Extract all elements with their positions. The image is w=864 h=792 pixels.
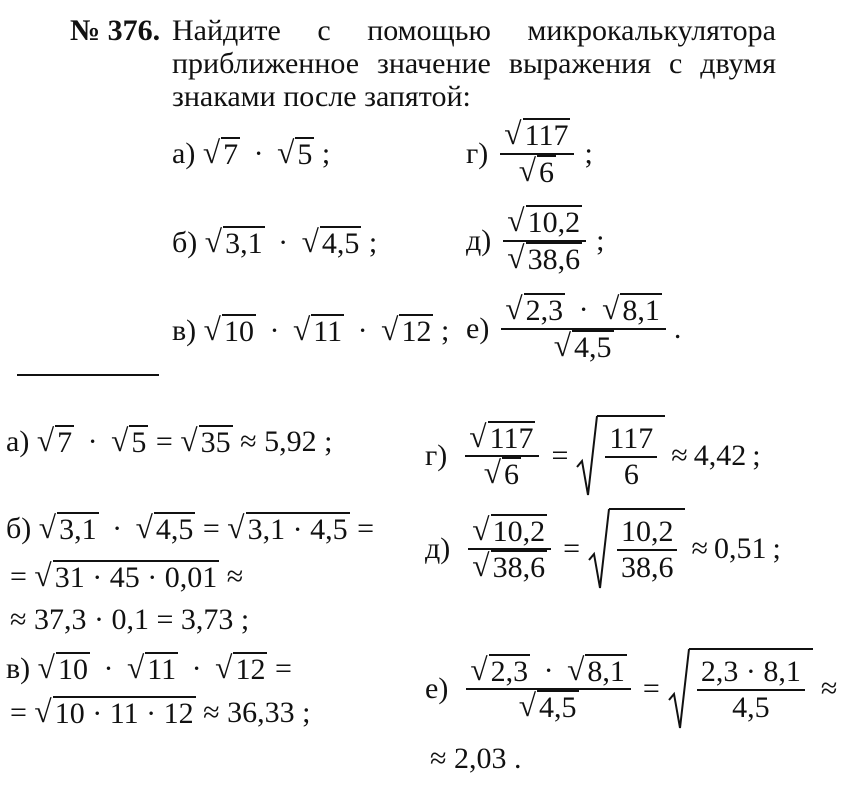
denominator: 38,6 [620, 551, 674, 584]
radicand: 4,5 [155, 513, 194, 546]
radicand: 10 [223, 315, 254, 348]
task-header [70, 14, 776, 113]
numerator: 2,3 · 8,1 [700, 654, 801, 688]
approx-sign: ≈ [671, 439, 688, 472]
fraction: √ 10,2 √ 38,6 [468, 514, 551, 585]
item-a-label: а) [172, 137, 196, 170]
item-d [466, 205, 604, 276]
denominator: 38,6 [492, 551, 546, 584]
denominator: 6 [504, 458, 520, 491]
result-value: 5,92 [264, 425, 317, 458]
numerator: 117 [609, 421, 654, 455]
numerator: 10,2 [527, 206, 581, 239]
denominator: 38,6 [527, 242, 581, 276]
fraction: √ 117 √ 6 [500, 118, 574, 189]
semicolon: ; [584, 136, 593, 170]
radicand: 12 [235, 653, 266, 686]
numerator-radicand: 8,1 [622, 294, 660, 327]
radicand: 5 [131, 426, 147, 459]
item-v: в) √ 10 · √ 11 · √ 12 ; [172, 312, 450, 348]
equals-sign: = [10, 560, 27, 593]
approx-sign: ≈ [820, 672, 838, 705]
equals-sign: = [10, 696, 27, 729]
approx-sign: ≈ [691, 532, 708, 565]
item-b: б) √ 3,1 · √ 4,5 ; [172, 224, 378, 260]
equals-sign: = [642, 672, 660, 705]
solution-g-label: г) [425, 439, 448, 472]
radicand: 10 · 11 · 12 [54, 697, 194, 730]
solution-g [425, 415, 761, 497]
item-e [466, 293, 681, 364]
radicand: 5 [297, 138, 313, 171]
approx-sign: ≈ [240, 425, 257, 458]
radicand: 7 [223, 138, 239, 171]
radicand: 35 [200, 426, 231, 459]
semicolon: ; [324, 425, 333, 458]
solution-v-line2: = √ 10 · 11 · 12 ≈ 36,33 ; [10, 694, 311, 730]
semicolon: ; [596, 223, 605, 257]
denominator: 4,5 [732, 691, 770, 724]
solution-e [425, 648, 837, 730]
semicolon: ; [302, 696, 311, 729]
result-value: 36,33 [227, 696, 295, 729]
approx-sign: ≈ [226, 560, 244, 593]
solution-d-label: д) [425, 532, 451, 565]
radicand: 3,1 [225, 227, 263, 260]
equals-sign: = [563, 532, 580, 565]
big-sqrt [588, 508, 686, 590]
big-sqrt [668, 648, 813, 730]
solution-b-line3: ≈ 37,3 · 0,1 = 3,73 ; [10, 603, 250, 636]
solution-d [425, 508, 781, 590]
radicand: 10 [57, 653, 88, 686]
semicolon: ; [368, 226, 378, 259]
solution-b-label: б) [6, 512, 32, 545]
numerator: 117 [524, 119, 569, 152]
item-v-label: в) [172, 314, 197, 347]
period: . [673, 311, 682, 345]
equals-sign: = [274, 652, 292, 685]
radicand: 11 [313, 315, 343, 348]
radicand: 3,1 [59, 513, 97, 546]
denominator: 4,5 [539, 691, 577, 724]
item-g-label: г) [466, 136, 489, 170]
sqrt: √ 12 [381, 312, 432, 348]
solution-e-line2: ≈ 2,03 . [430, 742, 522, 775]
item-d-label: д) [466, 223, 492, 257]
solution-a-label: а) [6, 425, 30, 458]
item-e-label: е) [466, 311, 490, 345]
semicolon: ; [772, 532, 781, 565]
sqrt: √ 10 [203, 312, 254, 348]
solution-e-label: е) [425, 672, 449, 705]
radicand: 11 [147, 653, 177, 686]
task-text-line3: знаками после запятой: [172, 80, 471, 113]
fraction: √ 2,3 · √ 8,1 √ 4,5 [466, 654, 631, 725]
radicand: 7 [57, 426, 73, 459]
fraction: √ 117 √ 6 [465, 421, 539, 492]
semicolon: ; [752, 439, 761, 472]
numerator-radicand: 2,3 [490, 654, 529, 688]
equals-sign: = [357, 512, 374, 545]
item-b-label: б) [172, 226, 198, 259]
equals-sign: = [155, 425, 173, 458]
radicand: 4,5 [321, 227, 360, 260]
fraction: √ 2,3 · √ 8,1 √ 4,5 [501, 293, 666, 364]
sqrt: √ 5 [277, 135, 313, 171]
denominator: 4,5 [574, 330, 612, 364]
equals-sign: = [551, 439, 569, 472]
semicolon: ; [440, 314, 450, 347]
task-number: № 376. [70, 14, 161, 47]
big-sqrt [576, 415, 665, 497]
result-value: 0,51 [713, 532, 767, 565]
numerator-radicand: 2,3 [525, 294, 564, 327]
sqrt: √ 4,5 [301, 224, 360, 260]
fraction: √ 10,2 √ 38,6 [503, 205, 586, 276]
approx-sign: ≈ [203, 696, 220, 729]
numerator: 10,2 [492, 514, 546, 548]
task-text-line2: приближенное значение выражения с двумя [172, 47, 776, 80]
item-g [466, 118, 593, 189]
radicand: 3,1 · 4,5 [247, 513, 348, 546]
task-text-line1: Найдите с помощью микрокалькулятора [172, 14, 776, 47]
separator-line [17, 374, 159, 376]
denominator: 6 [539, 155, 555, 189]
solution-b: б) √ 3,1 · √ 4,5 = √ 3,1 · 4,5 = [6, 510, 374, 546]
numerator: 10,2 [620, 514, 674, 548]
solution-v-label: в) [6, 652, 31, 685]
equals-sign: = [202, 512, 220, 545]
sqrt: √ 7 [202, 135, 239, 171]
numerator: 117 [489, 421, 534, 455]
result-value: 4,42 [693, 439, 747, 472]
semicolon: ; [321, 137, 331, 170]
solution-b-line2: = √ 31 · 45 · 0,01 ≈ [10, 558, 244, 594]
denominator: 6 [623, 458, 639, 491]
numerator-radicand: 8,1 [587, 654, 625, 688]
solution-a: а) √ 7 · √ 5 = √ 35 ≈ 5,92 ; [6, 423, 333, 459]
item-a: а) √ 7 · √ 5 ; [172, 135, 331, 171]
sqrt: √ 3,1 [204, 224, 263, 260]
solution-v: в) √ 10 · √ 11 · √ 12 = [6, 650, 292, 686]
radicand: 12 [401, 315, 432, 348]
sqrt: √ 11 [292, 312, 343, 348]
radicand: 31 · 45 · 0,01 [54, 561, 218, 594]
